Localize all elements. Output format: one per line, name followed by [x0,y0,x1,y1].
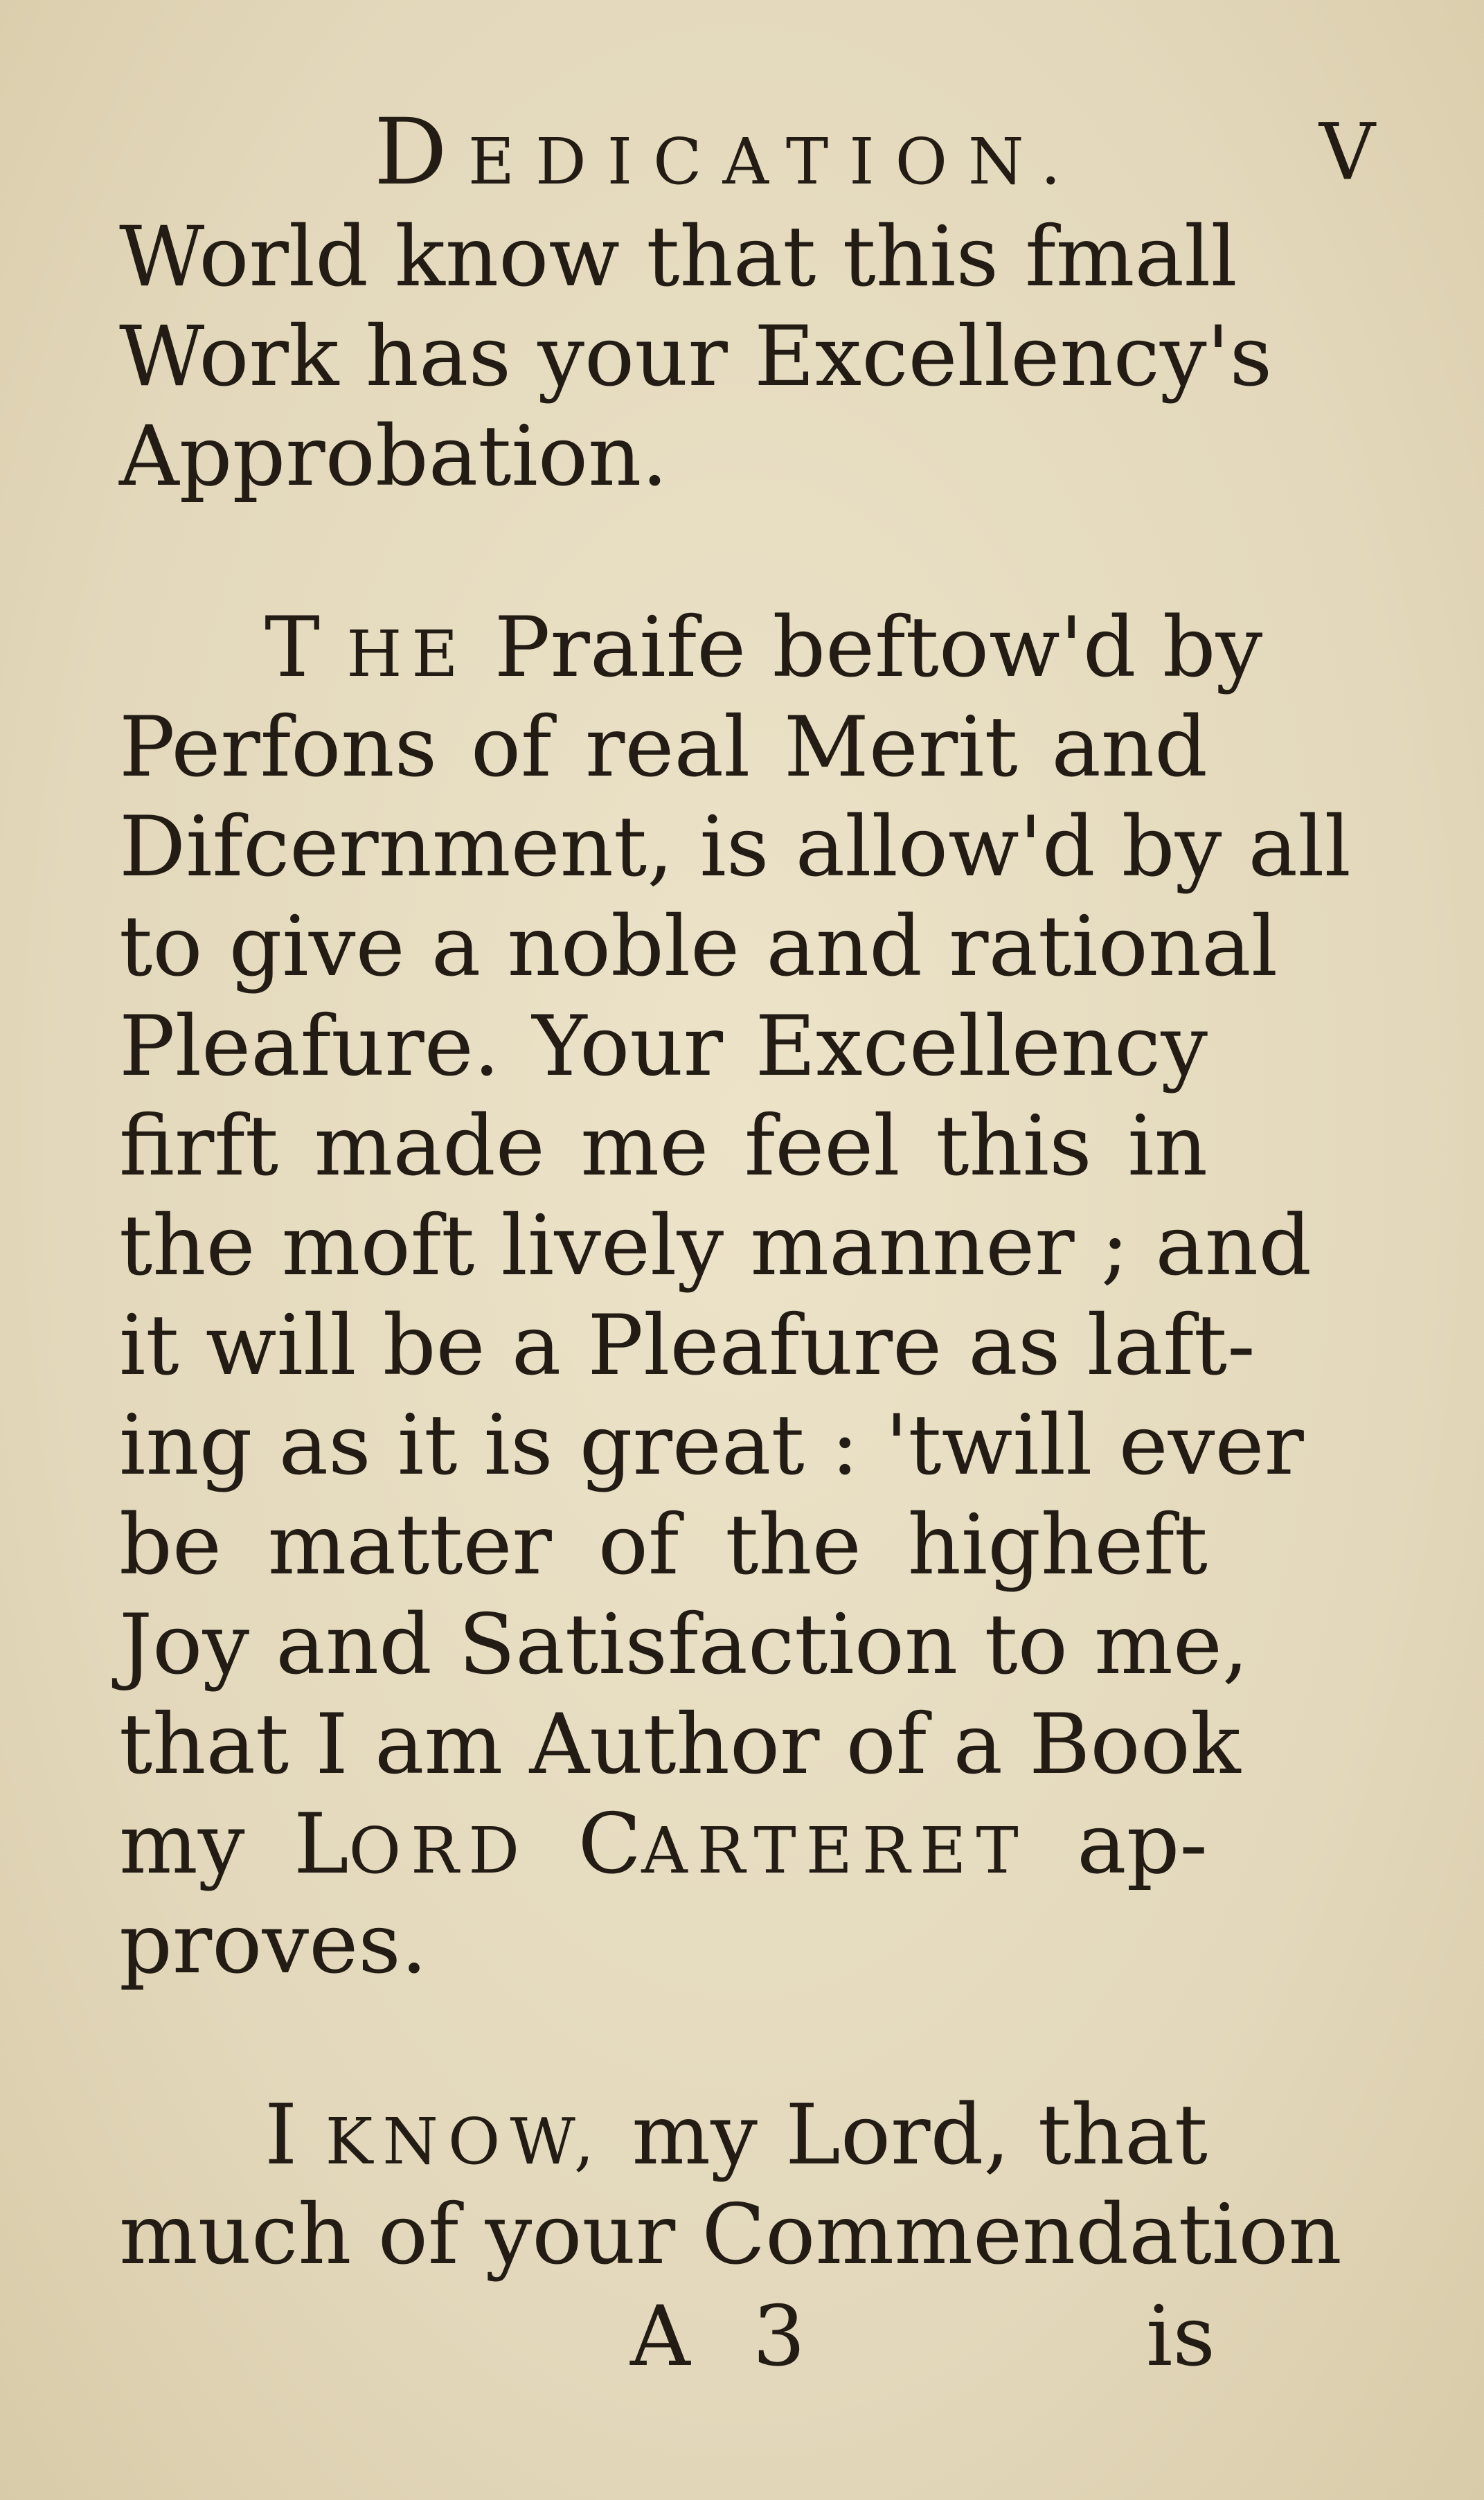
text-line: Difcernment, is allow'd by all [119,799,1351,895]
paragraph-2 [119,598,1351,1994]
text-line: be matter of the higheft [119,1497,1208,1593]
lead-smallcaps: HE [346,617,468,691]
body-text [119,208,1351,2285]
name-line-end: ap- [1077,1796,1208,1893]
text-line-lead [119,2086,1208,2186]
text-line: Approbation. [119,409,668,505]
text-line: that I am Author of a Book [119,1697,1241,1793]
text-line: Pleafure. Your Excellency [119,999,1208,1095]
text-line: to give a noble and rational [119,899,1278,995]
signature-mark: A 3 [630,2289,824,2385]
lead-smallcaps: KNOW, [325,2105,605,2179]
paragraph-gap [119,507,1208,598]
paragraph-3 [119,2086,1342,2285]
name-first-initial: L [293,1796,349,1893]
running-title [374,99,1082,211]
text-line-lead [119,598,1263,698]
lead-initial: T [265,600,321,696]
lead-rest: my Lord, that [632,2087,1208,2184]
name-line-start: my [119,1796,245,1893]
name-second-rest: ARTERET [641,1814,1028,1888]
running-head [0,99,1484,206]
lead-initial: I [265,2087,298,2184]
paragraph-1 [119,208,1273,507]
lead-rest: Praife beftow'd by [494,600,1263,696]
name-first-rest: ORD [348,1814,530,1888]
text-line-name [119,1795,1208,1895]
text-line: the moft lively manner ; and [119,1198,1312,1294]
text-line: Work has your Excellency's [119,309,1273,405]
text-line: ing as it is great : 'twill ever [119,1398,1304,1494]
text-line: much of your Commendation [119,2187,1342,2283]
text-line: Joy and Satisfaction to me, [119,1597,1249,1693]
text-line: Perfons of real Merit and [119,699,1208,796]
page-number: V [1319,107,1375,197]
running-title-initial: D [374,99,468,206]
name-second-initial: C [578,1796,642,1893]
running-title-rest: EDICATION. [467,125,1082,199]
text-line: World know that this fmall [119,209,1237,305]
text-line: proves. [119,1896,427,1992]
text-line: it will be a Pleafure as laft- [119,1298,1255,1394]
text-line: firft made me feel this in [119,1098,1208,1195]
catchword: is [1146,2289,1215,2385]
paragraph-gap [119,1994,1208,2086]
page-footer [0,2285,1484,2396]
